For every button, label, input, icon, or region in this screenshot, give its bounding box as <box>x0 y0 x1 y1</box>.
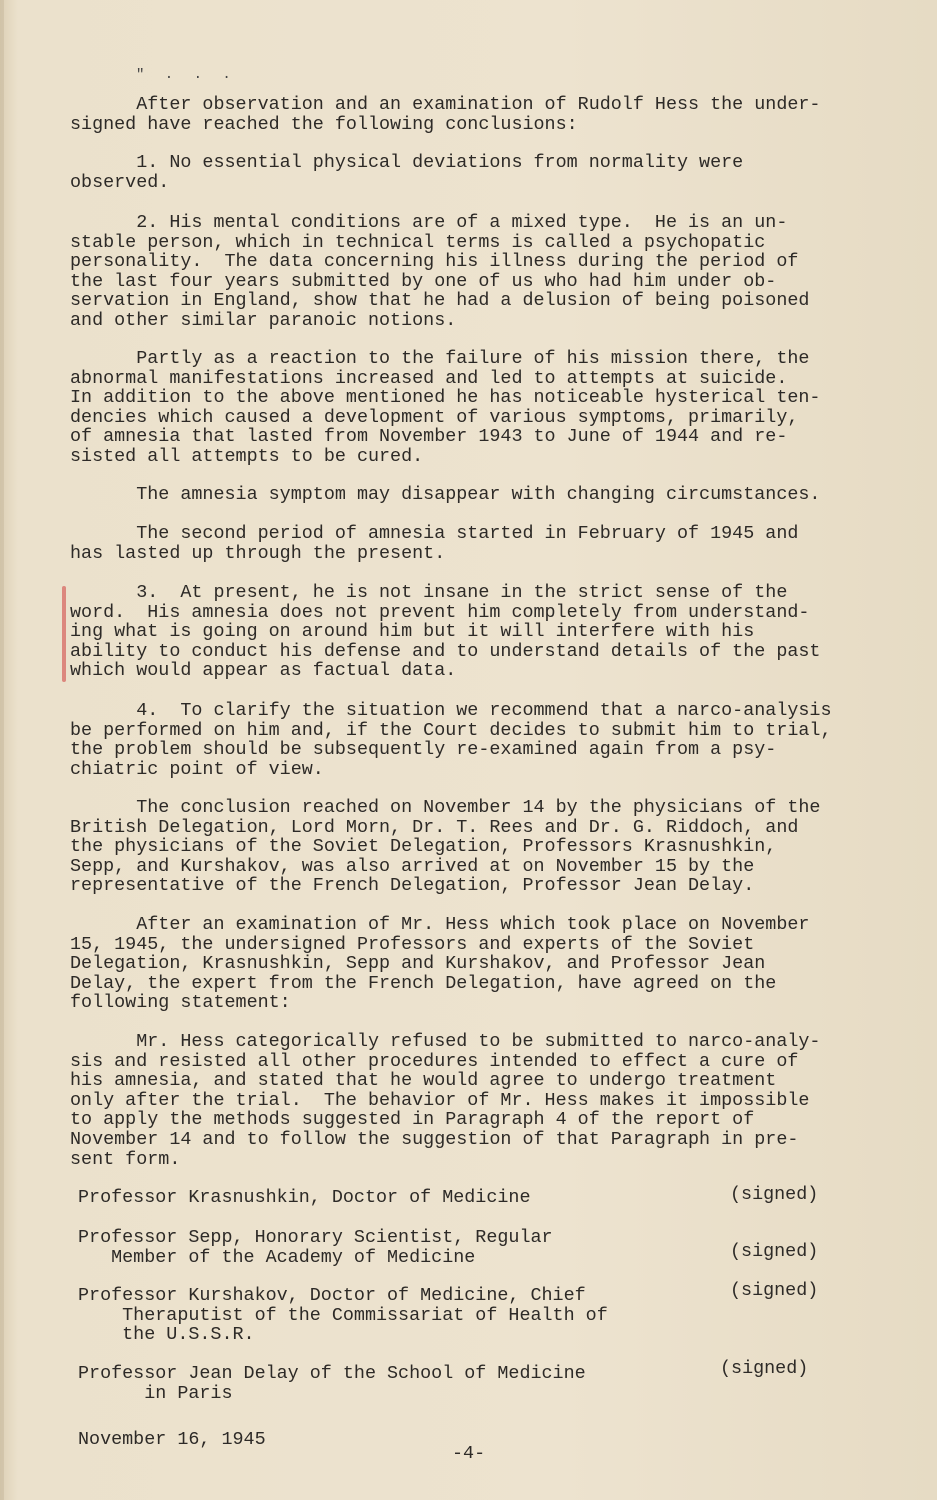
paragraph-p4: The amnesia symptom may disappear with changing circumstances. <box>70 484 821 505</box>
signatory-name: Professor Jean Delay of the School of Medicine in Paris <box>78 1363 586 1404</box>
paragraph-p7: 4. To clarify the situation we recommend that a narco-analysis be performed on him and, if the Court decides to submit him to trial, the problem should be subsequently re-examined again from a psy- chiatric point of view. <box>70 700 832 780</box>
paragraph-p10: Mr. Hess categorically refused to be submitted to narco-analy- sis and resisted all other procedures intended to effect a cure of his amnesia, and stated that he would agree to undergo treatment only after the trial. The behavior of Mr. Hess makes it impossible to apply the methods suggested in Paragraph 4 of the report of November 14 and to follow the suggestion of that Paragraph in pre- sent form. <box>70 1031 821 1170</box>
signed-mark: (signed) <box>730 1241 819 1262</box>
signed-mark: (signed) <box>720 1358 809 1379</box>
corner-marks: " . . . <box>136 67 237 83</box>
page-edge <box>0 0 4 1500</box>
document-date: November 16, 1945 <box>78 1429 266 1450</box>
paragraph-p9: After an examination of Mr. Hess which took place on November 15, 1945, the undersigned Professors and experts of the Soviet Delegation, Krasnushkin, Sepp and Kurshakov, and Professor Jean Delay, the expert from the French Delegation, have agreed on the following statement: <box>70 914 810 1014</box>
paragraph-p3: Partly as a reaction to the failure of his mission there, the abnormal manifestations increased and led to attempts at suicide. In addition to the above mentioned he has noticeable hysterical ten- dencies which caused a development of various symptoms, primarily, of amnesia that lasted from November 1943 to June of 1944 and re- sisted all attempts to be cured. <box>70 348 821 467</box>
signatory-name: Professor Kurshakov, Doctor of Medicine, Chief Theraputist of the Commissariat of Health of the U.S.S.R. <box>78 1285 608 1346</box>
paragraph-intro: After observation and an examination of Rudolf Hess the under- signed have reached the following conclusions: <box>70 94 821 135</box>
signatory-name: Professor Sepp, Honorary Scientist, Regular Member of the Academy of Medicine <box>78 1227 553 1268</box>
paragraph-p2: 2. His mental conditions are of a mixed type. He is an un- stable person, which in technical terms is called a psychopatic personality. The data concerning his illness during the period of the last four years submitted by one of us who had him under ob- servation in England, show that he had a delusion of being poisoned and other similar paranoic notions. <box>70 212 810 331</box>
signatory-name: Professor Krasnushkin, Doctor of Medicine <box>78 1187 531 1208</box>
page-number: -4- <box>452 1443 486 1464</box>
red-margin-mark <box>62 586 66 682</box>
paragraph-p1: 1. No essential physical deviations from normality were observed. <box>70 152 744 193</box>
paragraph-p6: 3. At present, he is not insane in the strict sense of the word. His amnesia does not prevent him completely from understand- ing what is going on around him but it will interfere with his ability to conduct his defense and to understand details of the past which would appear as factual data. <box>70 582 821 682</box>
paragraph-p8: The conclusion reached on November 14 by the physicians of the British Delegation, Lord Morn, Dr. T. Rees and Dr. G. Riddoch, and the physicians of the Soviet Delegation, Professors Krasnushkin, Sepp, and Kurshakov, was also arrived at on November 15 by the representative of the French Delegation, Professor Jean Delay. <box>70 797 821 897</box>
paragraph-p5: The second period of amnesia started in February of 1945 and has lasted up through the present. <box>70 523 799 564</box>
signed-mark: (signed) <box>730 1184 819 1205</box>
signed-mark: (signed) <box>730 1280 819 1301</box>
